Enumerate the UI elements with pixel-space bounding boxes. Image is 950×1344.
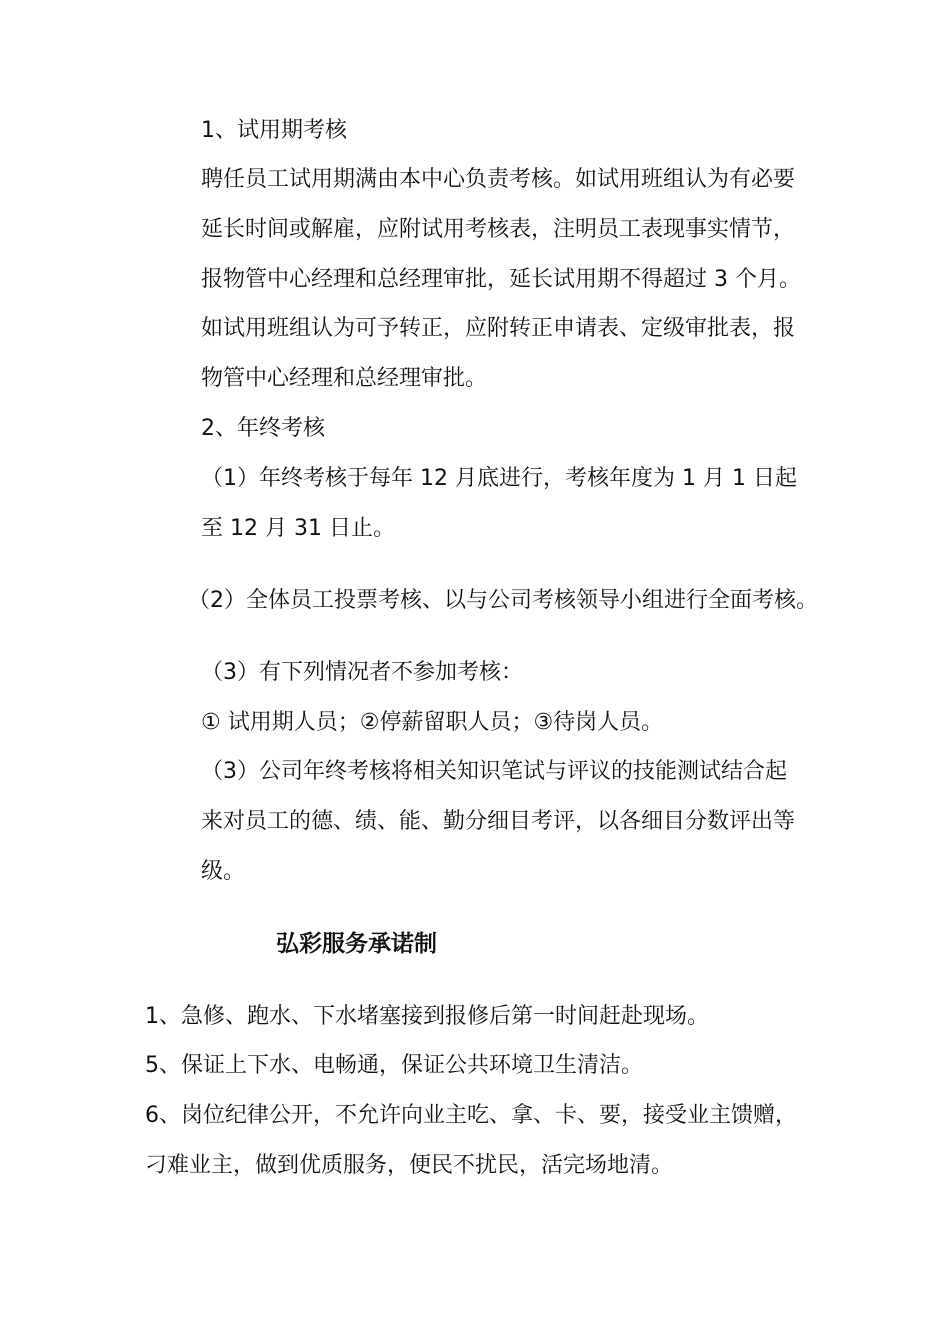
commitment-item: 6、岗位纪律公开，不允许向业主吃、拿、卡、要，接受业主馈赠， [145,1103,797,1128]
section1-paragraph-line: 报物管中心经理和总经理审批，延长试用期不得超过 3 个月。 [201,267,801,292]
commitment-item: 5、保证上下水、电畅通，保证公共环境卫生清洁。 [145,1053,643,1078]
section1-heading: 1、试用期考核 [201,118,347,143]
section1-paragraph-line: 物管中心经理和总经理审批。 [201,366,488,391]
section1-paragraph-line: 延长时间或解雇，应附试用考核表，注明员工表现事实情节， [201,217,796,242]
commitment-item: 刁难业主，做到优质服务，便民不扰民，活完场地清。 [145,1153,674,1178]
section1-paragraph-line: 聘任员工试用期满由本中心负责考核。如试用班组认为有必要 [201,167,796,192]
section1-paragraph-line: 如试用班组认为可予转正，应附转正申请表、定级审批表，报 [201,316,796,341]
section2-item4-line: （3）公司年终考核将相关知识笔试与评议的技能测试结合起 [201,759,787,784]
section2-item4-line: 级。 [201,859,246,884]
section2-item2: （2）全体员工投票考核、以与公司考核领导小组进行全面考核。 [188,588,818,613]
section2-item1-line: 至 12 月 31 日止。 [201,516,395,541]
section2-item1-line: （1）年终考核于每年 12 月底进行，考核年度为 1 月 1 日起 [201,466,797,491]
section2-item3: （3）有下列情况者不参加考核： [201,660,523,685]
section2-heading: 2、年终考核 [201,416,325,441]
section2-item4-line: 来对员工的德、绩、能、勤分细目考评，以各细目分数评出等 [201,809,796,834]
commitment-title: 弘彩服务承诺制 [276,931,437,957]
section2-item3-list: ① 试用期人员；②停薪留职人员；③待岗人员。 [201,710,664,735]
commitment-item: 1、急修、跑水、下水堵塞接到报修后第一时间赶赴现场。 [145,1004,709,1029]
